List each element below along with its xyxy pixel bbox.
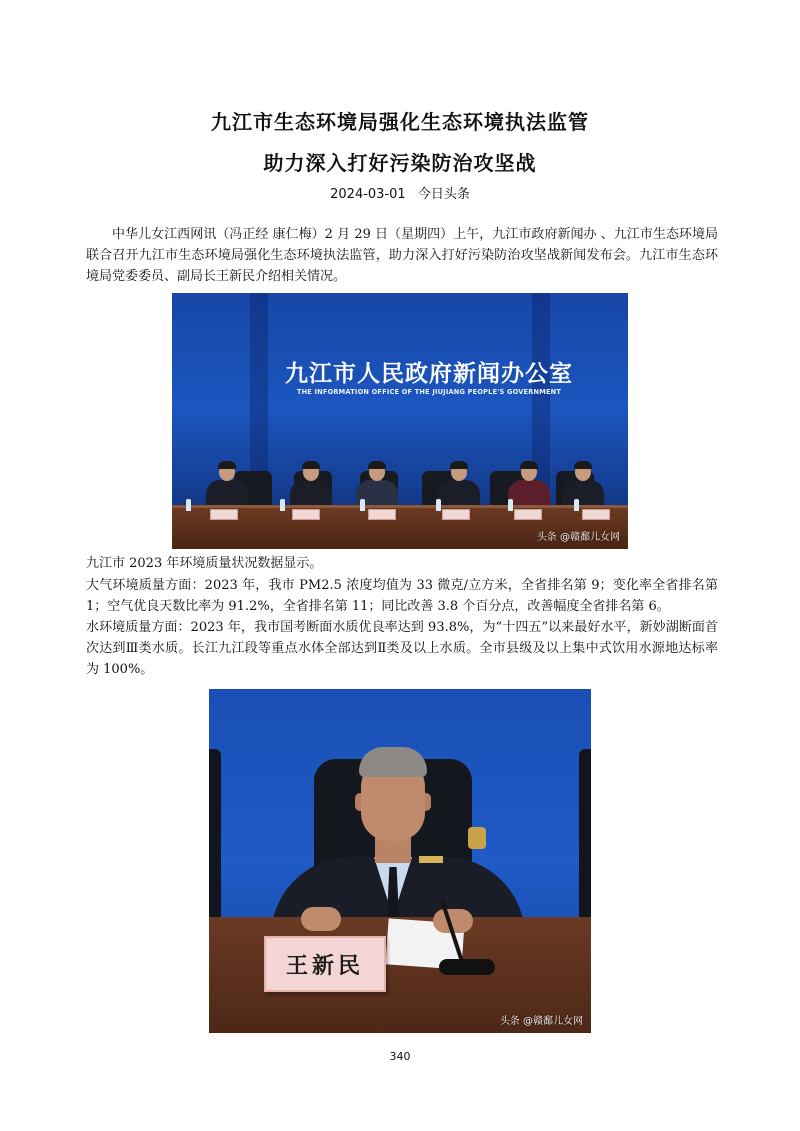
article-title-line1: 九江市生态环境局强化生态环境执法监管 (211, 110, 589, 134)
wall-panel (250, 293, 268, 493)
air-quality-paragraph: 大气环境质量方面：2023 年，我市 PM2.5 浓度均值为 33 微克/立方米，全省排名第 9；变化率全省排名第 1；空气优良天数比率为 91.2%，全省排名第 11；同比改善 3.8 个百分点，改善幅度全省排名第 6。 (86, 578, 718, 614)
press-conference-photo (172, 293, 628, 549)
water-quality-paragraph: 水环境质量方面：2023 年，我市国考断面水质优良率达到 93.8%，为“十四五”以来最好水平，新妙湖断面首次达到Ⅲ类水质。长江九江段等重点水体全部达到Ⅱ类及以上水质。全市县级及以上集中式饮用水源地达标率为 100%。 (86, 620, 718, 677)
photo-watermark: 头条 @赣鄱儿女网 (536, 532, 620, 543)
water-bottle (186, 499, 191, 511)
source-name: 今日头条 (417, 187, 470, 202)
panelist (204, 463, 250, 507)
speaker-hair (359, 747, 427, 777)
water-bottle (436, 499, 441, 511)
name-pin (419, 856, 443, 863)
water-bottle (280, 499, 285, 511)
intro-paragraph: 中华儿女江西网讯（冯正经 康仁梅）2 月 29 日（星期四）上午，九江市政府新闻办 、九江市生态环境局联合召开九江市生态环境局强化生态环境执法监管，助力深入打好污染防治攻坚战新闻发布会。九江市生态环境局党委委员、副局长王新民介绍相关情况。 (86, 227, 718, 284)
nameplate (582, 509, 610, 520)
nameplate (442, 509, 470, 520)
banner-subtitle: THE INFORMATION OFFICE OF THE JIUJIANG PEOPLE'S GOVERNMENT (296, 388, 562, 396)
nameplate (368, 509, 396, 520)
nameplate (210, 509, 238, 520)
photo-watermark: 头条 @赣鄱儿女网 (499, 1016, 583, 1027)
water-bottle (360, 499, 365, 511)
water-bottle (574, 499, 579, 511)
page-number: 340 (389, 1050, 411, 1063)
article-title-line2: 助力深入打好污染防治攻坚战 (263, 151, 537, 175)
speaker-portrait-photo (209, 689, 591, 1033)
shoulder-badge-icon (468, 827, 486, 849)
data-caption: 九江市 2023 年环境质量状况数据显示。 (86, 556, 323, 571)
panelist (288, 463, 334, 507)
banner-title: 九江市人民政府新闻办公室 (285, 361, 573, 387)
nameplate (292, 509, 320, 520)
speaker-name: 王新民 (285, 952, 364, 979)
speaker-nameplate (264, 936, 386, 992)
dateline (0, 183, 800, 202)
publish-date: 2024-03-01 (330, 187, 406, 202)
nameplate (514, 509, 542, 520)
panelist (560, 463, 606, 507)
water-bottle (508, 499, 513, 511)
panelist (436, 463, 482, 507)
microphone-base (439, 959, 495, 975)
